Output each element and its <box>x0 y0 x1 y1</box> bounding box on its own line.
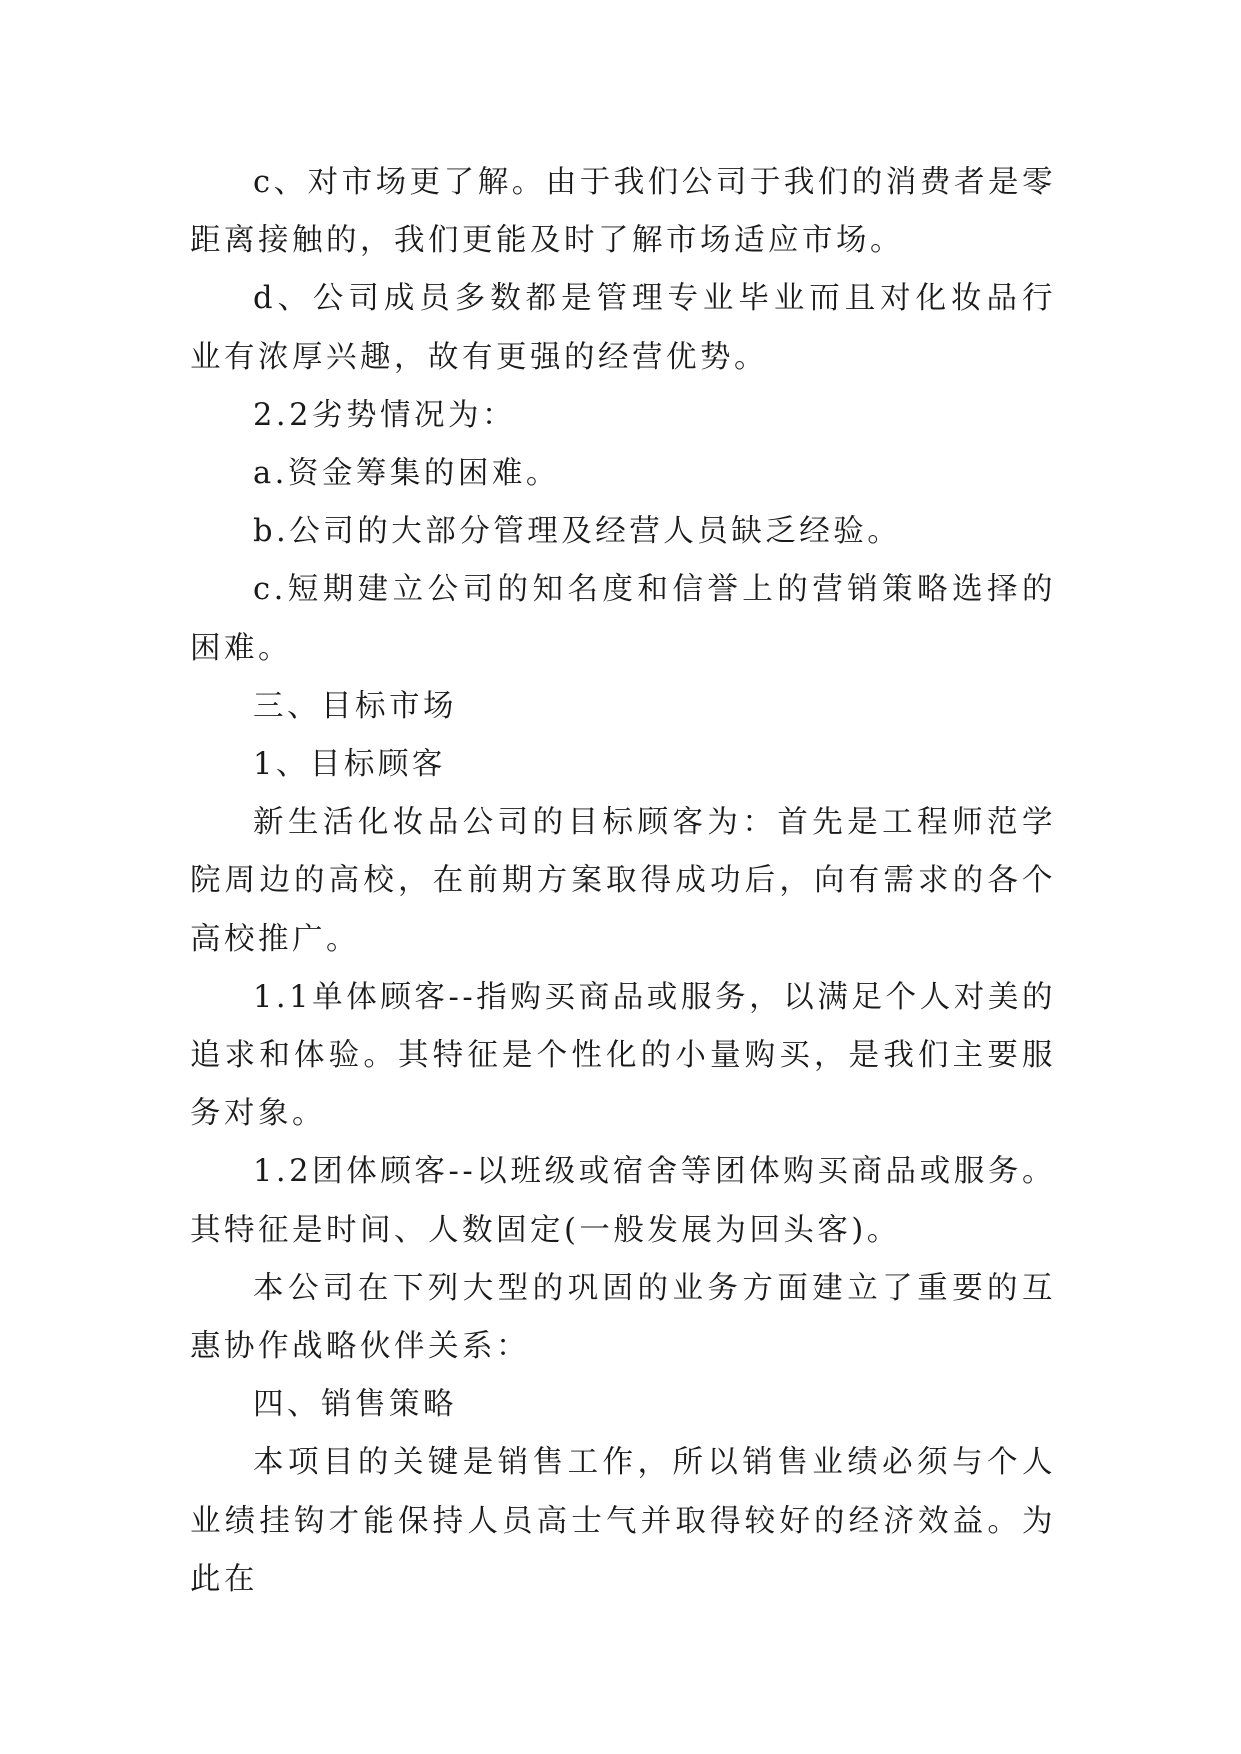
paragraph-advantage-d: d、公司成员多数都是管理专业毕业而且对化妆品行业有浓厚兴趣，故有更强的经营优势。 <box>190 281 1056 375</box>
paragraph-group-customers: 1.2团体顾客--以班级或宿舍等团体购买商品或服务。其特征是时间、人数固定(一般发展为回头客)。 <box>190 1154 1056 1248</box>
heading-sales-strategy: 四、销售策略 <box>253 1387 457 1423</box>
paragraph-disadvantage-c: c.短期建立公司的知名度和信誉上的营销策略选择的困难。 <box>190 572 1056 666</box>
paragraph-target-customers: 新生活化妆品公司的目标顾客为：首先是工程师范学院周边的高校，在前期方案取得成功后，向有需求的各个高校推广。 <box>190 805 1056 957</box>
paragraph-disadvantage-a: a.资金筹集的困难。 <box>253 456 560 492</box>
paragraph-disadvantage-b: b.公司的大部分管理及经营人员缺乏经验。 <box>253 514 902 550</box>
heading-target-market: 三、目标市场 <box>253 688 457 724</box>
paragraph-individual-customers: 1.1单体顾客--指购买商品或服务，以满足个人对美的追求和体验。其特征是个性化的小量购买，是我们主要服务对象。 <box>190 979 1056 1132</box>
paragraph-partnerships: 本公司在下列大型的巩固的业务方面建立了重要的互惠协作战略伙伴关系： <box>190 1270 1056 1365</box>
heading-target-customers: 1、目标顾客 <box>253 747 446 783</box>
paragraph-advantage-c: c、对市场更了解。由于我们公司于我们的消费者是零距离接触的，我们更能及时了解市场适应市场。 <box>190 165 1056 259</box>
paragraph-sales-strategy: 本项目的关键是销售工作，所以销售业绩必须与个人业绩挂钩才能保持人员高士气并取得较好的经济效益。为此在 <box>190 1445 1056 1597</box>
heading-disadvantages: 2.2劣势情况为： <box>253 397 517 433</box>
document-body <box>190 154 1056 1609</box>
